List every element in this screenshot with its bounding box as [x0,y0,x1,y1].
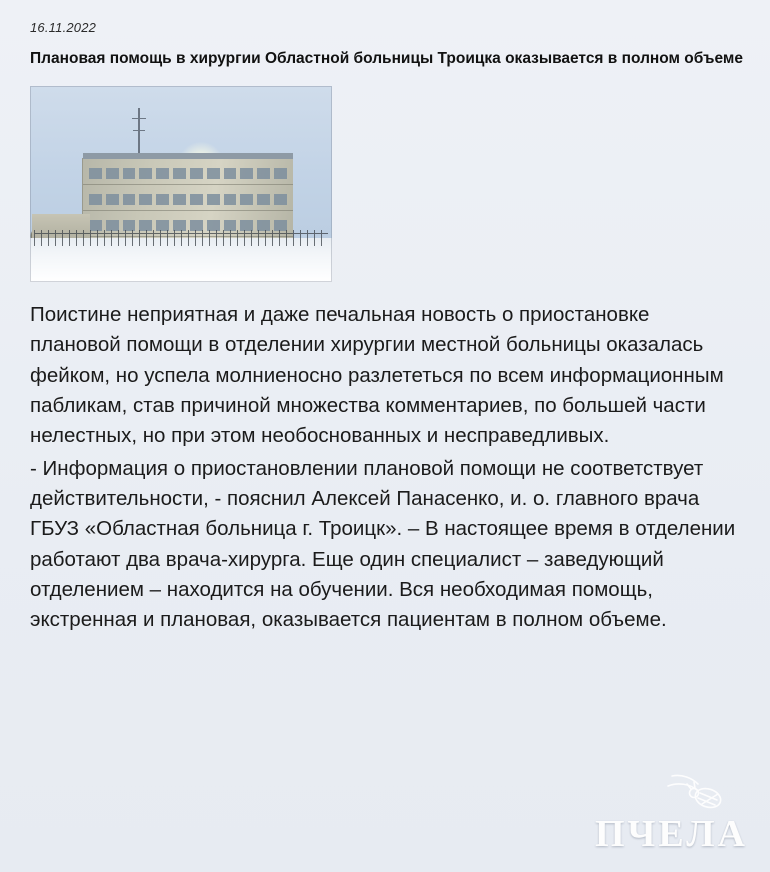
watermark-label: ПЧЕЛА [594,813,748,855]
photo-fence [34,230,328,246]
article-body [30,300,742,636]
photo-floor-line [83,210,293,211]
article-paragraph: Поистине неприятная и даже печальная новость о приостановке плановой помощи в отделении хирургии местной больницы оказалась фейком, но успела молниеносно разлететься по всем информационным пабликам, став причиной множества комментариев, по большей части нелестных, но при этом необоснованных и несправедливых. [30,302,724,448]
photo-window-row [89,168,287,179]
article-photo [30,86,332,282]
photo-window-row [89,194,287,205]
photo-building-roof [83,153,293,159]
photo-floor-line [83,184,293,185]
article-paragraph: - Информация о приостановлении плановой помощи не соответствует действительности, - пояснил Алексей Панасенко, и. о. главного врача ГБУЗ «Областная больница г. Троицк». – В настоящее время в отделении работают два врача-хирурга. Еще один специалист – заведующий отделением – находится на обучении. Вся необходимая помощь, экстренная и плановая, оказывается пациентам в полном объеме. [30,456,736,632]
page-title: Плановая помощь в хирургии Областной больницы Троицка оказывается в полном объеме [30,50,743,67]
publish-date: 16.11.2022 [30,20,97,35]
bee-icon [662,772,728,816]
watermark [562,770,752,862]
